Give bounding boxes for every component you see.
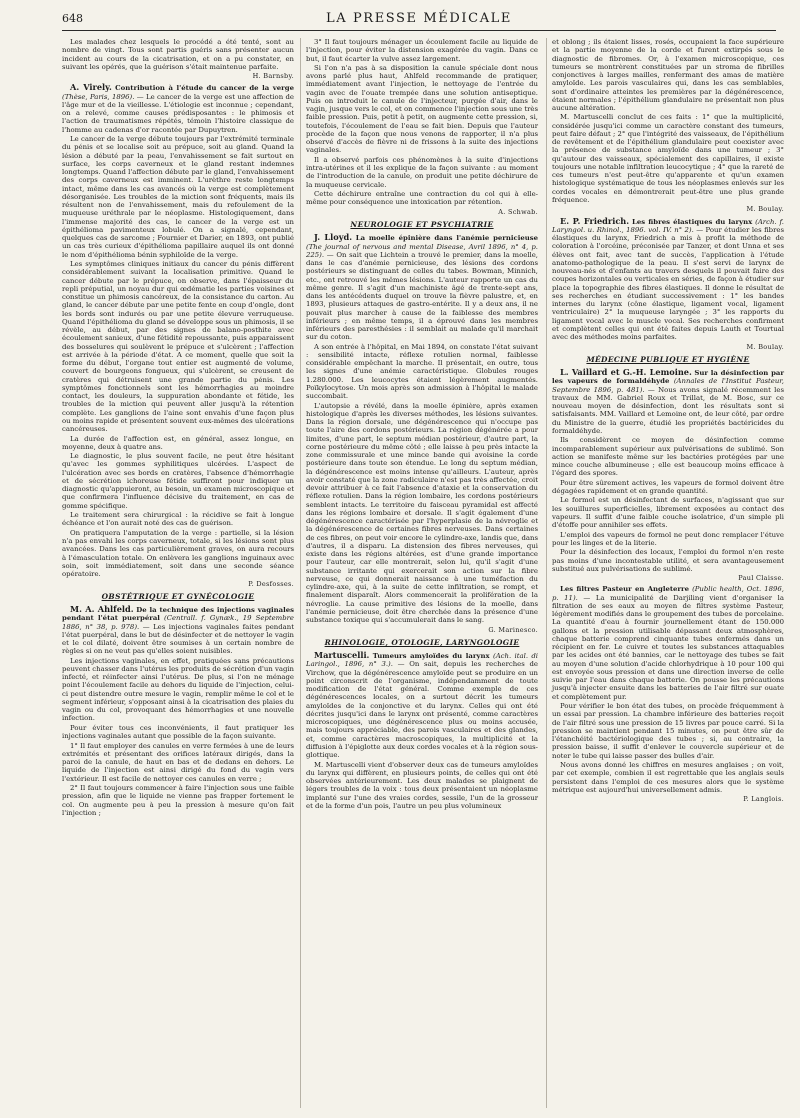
article-title: La moelle épinière dans l'anémie pernicieuse: [355, 234, 538, 243]
paragraph: M. Martuscelli vient d'observer deux cas de tumeurs amyloïdes du larynx qui diffèrent, en plusieurs points, de celles qui ont été observées antérieurement. Les deux malades se plaignent de légers troubles de la voix : tous deux présentaient un néoplasme implanté sur l'une des vraies cordes, sessile, l'un de la grosseur et de la forme d'un pois, l'autre un peu plus volumineux: [306, 760, 538, 810]
article-heading: [306, 233, 538, 341]
signature: G. Marinesco.: [488, 625, 538, 634]
paragraph: L'emploi des vapeurs de formol ne peut donc remplacer l'étuve pour les linges et de la literie.: [552, 530, 784, 547]
paragraph: Les malades chez lesquels le procédé a été tenté, sont au nombre de vingt. Tous sont partis guéris sans présenter aucun incident au cours de la cicatrisation, et on a pu constater, en suivant les opérés, que la guérison s'était maintenue parfaite.: [62, 38, 294, 71]
article-title: De la technique des injections vaginales pendant l'état puerpéral: [62, 606, 294, 623]
paragraph: Pour la désinfection des locaux, l'emploi du formol n'en reste pas moins d'une incontestable utilité, et sera avantageusement substitué aux pulvérisations de sublimé.: [552, 548, 784, 573]
paragraph: Pour être sûrement actives, les vapeurs de formol doivent être dégagées rapidement et en grande quantité.: [552, 478, 784, 495]
column-2: [306, 38, 538, 811]
signature: H. Barnsby.: [252, 72, 294, 81]
column-separator: [300, 38, 301, 1108]
paragraph: L'autopsie a révélé, dans la moelle épinière, après examen histologique d'après les diverses méthodes, les lésions suivantes. Dans la région dorsale, une dégénérescence qui n'occupe pas toute l'aire des cordons postérieurs. La région dégénérée a pour limites, d'une part, le septum médian postérieur, d'autre part, la corne postérieure du même côté ; elle laisse à peu près intacte la zone commissurale et une mince bande qui avoisine la corde postérieure dans toute son étendue. Le long du septum médian, la dégénérescence est moins intense qu'ailleurs. L'auteur, après avoir constaté que la zone radiculaire n'est pas très affectée, croit devoir attribuer à ce fait l'absence d'ataxie et la conservation du réflexe rotulien. Dans la région lombaire, les cordons postérieurs semblent intacts. Le territoire du faisceau pyramidal est affecté dans les régions lombaire et dorsale. Il s'agit également d'une dégénérescence caractérisée par l'hyperplasie de la névroglie et la dégénérescence de certaines fibres nerveuses. Dans certaines de ces fibres, on peut voir encore le cylindre-axe, landis que, dans d'autres, il a disparu. La distension des fibres nerveuses, qui existe dans les régions altérées, est d'une grande importance pour l'auteur, car elle montrerait, selon lui, qu'il s'agit d'une substance irritante qui exercerait son action sur la fibre nerveuse, ce qui donnerait naissance à une tuméfaction du cylindre-axe, qui, à la suite de cette infiltration, se rompt, et finalement disparaît. Alors commencerait la prolifération de la névroglie. La cause primitive des lésions de la moelle, dans l'anémie pernicieuse, doit être cherchée dans la présence d'une substance toxique qui s'accumulerait dans le sang.: [306, 401, 538, 625]
column-3: [552, 38, 784, 807]
paragraph: Le cancer de la verge débute toujours par l'extrémité terminale du pénis et se localise soit au prépuce, soit au gland. Quand la lésion a débuté par la peau, l'envahissement se fait surtout en surface, les corps caverneux et le gland restant indemnes longtemps. Quand l'affection débute par le gland, l'envahissement des corps caverneux est imminent. L'urèthre reste longtemps intact, même dans les cas avancés où la verge est complètement désorganisée. Les troubles de la miction sont fréquents, mais ils résultent non de l'envahissement, mais du refoulement de la muqueuse uréthrale par le néoplasme. Histologiquement, dans l'immense majorité des cas, le cancer de la verge est un épithélioma pavimenteux lobulé. On a signalé, cependant, quelques cas de sarcome ; Fournier et Darier, en 1893, ont publié un cas très curieux d'épithélioma papillaire auquel ils ont donné le nom d'épithélioma bénin syphiloïde de la verge.: [62, 135, 294, 259]
paragraph: — Nous avons signalé récemment les travaux de MM. Gabriel Roux et Trillat, de M. Bosc, sur ce nouveau moyen de désinfection, dont les résultats sont si satisfaisants. MM. Vaillard et Lemoine ont, de leur côté, par ordre du Ministre de la guerre, étudié les propriétés bactéricides du formaldéhyde.: [552, 385, 784, 435]
article-author: E. P. Friedrich.: [560, 215, 630, 226]
section-heading: MÉDECINE PUBLIQUE ET HYGIÈNE: [586, 354, 750, 364]
article-citation: (Public health, Oct. 1896, p. 11).: [552, 585, 784, 602]
article-citation: (Annales de l'Institut Pasteur, Septembre 1896, p. 481).: [552, 377, 784, 394]
paragraph: Nous avons donné les chiffres en mesures anglaises ; on voit, par cet exemple, combien il est regrettable que les anglais seuls persistent dans l'emploi de ces mesures alors que le système métrique est aujourd'hui universellement admis.: [552, 761, 784, 794]
paragraph: A son entrée à l'hôpital, en Mai 1894, on constate l'état suivant : sensibilité intacte, réflexe rotulien normal, faiblesse considérable empêchant la marche. Il présentait, en outre, tous les signes d'une anémie caractéristique. Globules rouges 1.280.000. Les leucocytes étaient légèrement augmentés. Poïkylocytose. Un mois après son admission à l'hôpital le malade succombait.: [306, 342, 538, 401]
paragraph: — Pour étudier les fibres élastiques du larynx, Friedrich a mis à profit la méthode de coloration à l'orcéine, préconisée par Tanzer, et dont Unna et ses élèves ont fait, avec tant de succès, l'application à l'étude anatomo-pathologique de la peau. Il s'est servi de larynx de nouveau-nés et d'enfants au travers desquels il pouvait faire des coupes horizontales ou verticales en séries, de façon à étudier sur place la topographie des fibres élastiques. Il donne le résultat de ses recherches en étudiant successivement : 1° les bandes internes du larynx (cône élastique, ligament vocal, ligament ventriculaire) 2° la muqueuse laryngée ; 3° les rapports du ligament vocal avec le muscle vocal. Ses recherches confirment et complètent celles qui ont été faites depuis Lauth et Tourtual avec des méthodes moins parfaites.: [552, 225, 784, 342]
paragraph: — On sait, depuis les recherches de Virchow, que la dégénérescence amyloïde peut se produire en un point circonscrit de l'organisme, indépendamment de toute modification de l'état général. Comme exemple de ces dégénérescences locales, on a surtout décrit les tumeurs amyloïdes de la conjonctive et du larynx. Celles qui ont été décrites jusqu'ici dans le larynx ont présenté, comme caractères microscopiques, une dégénérescence plus ou moins accusée, mais toujours appréciable, des parois vasculaires et des glandes, et, comme caractères macroscopiques, la multiplicité et la diffusion à l'épiglotte aux deux cordes vocales et à la région sous-glottique.: [306, 660, 538, 760]
signature: P. Desfosses.: [248, 579, 294, 588]
paragraph: Le diagnostic, le plus souvent facile, ne peut être hésitant qu'avec les gommes syphilitiques ulcérées. L'aspect de l'ulcération avec ses bords en cratères, l'absence d'hémorrhagie et de sécrétion ichoreuse fétide suffiront pour indiquer un diagnostic qu'appuieront, au besoin, un examen microscopique et que confirmera l'influence décisive du traitement, en cas de gomme spécifique.: [62, 452, 294, 510]
paragraph: Cette déchirure entraîne une contraction du col qui à elle-même pour conséquence une intoxication par rétention.: [306, 190, 538, 207]
article-citation: (Ach. ital. di Laringol., 1896, n° 3.).: [306, 652, 539, 669]
column-separator: [546, 38, 547, 1108]
signature: Paul Claisse.: [738, 574, 784, 583]
paragraph: La durée de l'affection est, en général, assez longue, en moyenne, deux à quatre ans.: [62, 434, 294, 451]
section-heading: OBSTÉTRIQUE ET GYNÉCOLOGIE: [101, 591, 255, 601]
signature: M. Boulay.: [746, 342, 784, 351]
journal-title: LA PRESSE MÉDICALE: [326, 11, 512, 26]
paragraph: Le traitement sera chirurgical : la récidive se fait à longue échéance et l'on aurait noté des cas de guérison.: [62, 511, 294, 528]
article-author: L. Vaillard et G.-H. Lemoine.: [560, 367, 692, 378]
article-author: A. Virely.: [70, 82, 112, 93]
article-author: J. Lloyd.: [314, 232, 353, 243]
paragraph: — La municipalité de Darjiling vient d'organiser la filtration de ses eaux au moyen de filtres système Pasteur, légèrement modifiés dans le groupement des tubes de porcelaine. La quantité d'eau à fournir journellement étant de 150.000 gallons et la pression utilisable dépassant deux atmosphères, chaque batterie comprend cinquante tubes enfermés dans un récipient en fer. Le cuivre et toutes les substances attaquables par les acides ont été bannies, car le nettoyage des tubes se fait au moyen d'une solution d'acide chlorhydrique à 10 pour 100 qui est envoyée sous pression et dans une direction inverse de celle suivie par l'eau dans chaque batterie. On pousse les précautions jusqu'à injecter ensuite dans les batteries de l'air filtré sur ouate et complètement pur.: [552, 593, 784, 701]
paragraph: Pour éviter tous ces inconvénients, il faut pratiquer les injections vaginales autant que possible de la façon suivante.: [62, 723, 294, 741]
article-title: Les fibres élastiques du larynx: [632, 217, 753, 226]
article-title: Contribution à l'étude du cancer de la verge: [115, 84, 294, 93]
article-citation: (Centrall. f. Gynæk., 19 Septembre 1886, n° 38, p. 978).: [62, 614, 294, 631]
paragraph: On pratiquera l'amputation de la verge : partielle, si la lésion n'a pas envahi les corps caverneux, totale, si les lésions sont plus avancées. Dans les cas particulièrement graves, on aura recours à l'émasculation totale. On enlèvera les ganglions inguinaux avec soin, soit immédiatement, soit dans une seconde séance opératoire.: [62, 528, 294, 579]
paragraph: Si l'on n'a pas à sa disposition la canule spéciale dont nous avons parlé plus haut, Ahlfeld recommande de pratiquer, immédiatement avant l'injection, le nettoyage de l'entrée du vagin avec de l'ouate trempée dans une solution antiseptique. Puis on introduit le canule de l'injecteur, purgée d'air, dans le vagin, jusque vers le col, et on commence l'injection sous une très faible pression. Puis, petit à petit, on augmente cette pression, si, toutefois, l'écoulement de l'eau se fait bien. Depuis que l'auteur procède de la façon que nous venons de rapporter, il n'a plus observé d'accès de fièvre ni de frissons à la suite des injections vaginales.: [306, 63, 538, 155]
article-heading: [552, 585, 784, 701]
article-heading: [552, 368, 784, 435]
article-author: M. A. Ahlfeld.: [70, 604, 134, 614]
signature: P. Langlois.: [743, 795, 784, 804]
article-citation: (Arch. f. Laryngol. u. Rhinol., 1896. vol. IV. n° 2).: [552, 217, 784, 234]
paragraph: — Les injections vaginales faites pendant l'état puerpéral, dans le but de désinfecter et de nettoyer le vagin et le col dilaté, doivent être soumises à un certain nombre de règles si on ne veut pas qu'elles soient nuisibles.: [62, 622, 294, 656]
paragraph: Les symptômes cliniques initiaux du cancer du pénis diffèrent considérablement suivant la localisation primitive. Quand le cancer débute par le prépuce, on observe, dans l'épaisseur du repli préputial, un noyau dur qui œdématie les parties voisines et constitue un phimosis cancéreux, de la consistance du carton. Au gland, le cancer débute par une petite fente en coup d'ongle, dont les bords sont indurés ou par une petite élevure verruqueuse. Quand l'épithélioma du gland se développe sous un phimosis, il se révèle, au début, par des signes de balano-posthite avec écoulement sanieux, d'une fétidité repoussante, puis apparaissent des bosselures qui soulèvent le prépuce et s'ulcèrent ; l'affection est arrivée à la période d'état. A ce moment, quelle que soit la forme du début, l'organe tout entier est augmenté de volume, couvert de bourgeons fongueux, qui s'ulcèrent, se creusent de cratères qui détruisent une grande partie du pénis. Les symptômes fonctionnels sont les hémorrhagies au moindre contact, les douleurs, la suppuration abondante et fétide, les troubles de la miction qui peuvent aller jusqu'à la rétention complète. Les ganglions de l'aine sont envahis d'une façon plus ou moins rapide et présentent souvent eux-mêmes des ulcérations cancéreuses.: [62, 260, 294, 434]
paragraph: Pour vérifier le bon état des tubes, on procède fréquemment à un essai par pression. La chambre inférieure des batteries reçoit de l'air filtré sous une pression de 15 livres par pouce carré. Si la pression se maintient pendant 15 minutes, on peut être sûr de l'étanchéité bactériologique des tubes ; si, au contraire, la pression baisse, il suffit d'enlever le couvercle supérieur et de noter le tube qui laisse passer des bulles d'air.: [552, 702, 784, 760]
paragraph: Ils considèrent ce moyen de désinfection comme incomparablement supérieur aux pulvérisations de sublimé. Son action se manifeste même sur les bactéries protégées par une mince couche albumineuse ; elle est beaucoup moins efficace à l'égard des spores.: [552, 436, 784, 478]
article-heading: [306, 651, 538, 759]
section-heading: NEUROLOGIE ET PSYCHIATRIE: [350, 220, 494, 229]
paragraph: Il a observé parfois ces phénomènes à la suite d'injections intra-utérines et il les explique de la façon suivante : au moment de l'introduction de la canule, on produit une petite déchirure de la muqueuse cervicale.: [306, 155, 538, 189]
article-citation: (The journal of nervous and mental Disease, Avril 1896, n° 4, p. 225).: [306, 242, 538, 259]
article-title: Les filtres Pasteur en Angleterre: [560, 585, 690, 594]
column-1: [62, 38, 294, 818]
article-heading: [62, 83, 294, 134]
article-heading: [552, 217, 784, 342]
signature: A. Schwab.: [498, 207, 538, 216]
paragraph: 1° Il faut employer des canules en verre fermées à une de leurs extrémités et présentant des orifices latéraux dirigés, dans la paroi de la canule, de haut en bas et de dedans en dehors. Le liquide de l'injection est ainsi dirigé du fond du vagin vers l'extérieur. Il est facile de nettoyer ces canules en verre ;: [62, 741, 294, 783]
article-author: Martuscelli.: [314, 650, 370, 661]
paragraph: 2° Il faut toujours commencer à faire l'injection sous une faible pression, afin que le liquide ne vienne pas frapper fortement le col. On augmente peu à peu la pression à mesure qu'on fait l'injection ;: [62, 784, 294, 817]
article-title: Tumeurs amyloïdes du larynx: [372, 652, 490, 661]
page-number: 648: [62, 12, 83, 25]
section-heading: RHINOLOGIE, OTOLOGIE, LARYNGOLOGIE: [324, 637, 520, 647]
paragraph: et oblong ; ils étaient lisses, rosés, occupaient la face supérieure et la partie moyenne de la corde et furent extirpés sous le diagnostic de fibromes. Or, à l'examen microscopique, ces tumeurs se montrèrent constituées par un stroma de fibrilles conjonctives à larges mailles, renfermant des amas de matière amyloïde. Les parois vasculaires qui, dans les cas semblables, sont d'ordinaire atteintes les premières par la dégénérescence, étaient normales ; l'épithélium glandulaire ne présentait non plus aucune altération.: [552, 38, 784, 112]
article-citation: (Thèse, Paris, 1896).: [62, 92, 135, 101]
paragraph: 3° Il faut toujours ménager un écoulement facile au liquide de l'injection, pour éviter la distension exagérée du vagin. Dans ce but, il faut écarter la vulve assez largement.: [306, 38, 538, 63]
paragraph: — Le cancer de la verge est une affection de l'âge mur et de la vieillesse. L'étiologie est inconnue ; cependant, on a relevé, comme causes prédisposantes : le phimosis et l'action de traumatismes répétés, témoin l'histoire classique de l'homme au cadenas d'or racontée par Dupuytren.: [62, 92, 294, 134]
paragraph: M. Martuscelli conclut de ces faits : 1° que la multiplicité, considérée jusqu'ici comme un caractère constant des tumeurs, peut faire défaut ; 2° que l'intégrité des vaisseaux, de l'épithélium de revêtement et de l'épithélium glandulaire peut coexister avec la présence de substance amyloïde dans une tumeur ; 3° qu'autour des vaisseaux, spécialement des capillaires, il existe toujours une notable infiltration leucocytique ; 4° que la rareté de ces tumeurs n'est peut-être qu'apparente et qu'un examen histologique systématique de tous les néoplasmes enlevés sur les cordes vocales en démontrerait peut-être une plus grande fréquence.: [552, 113, 784, 204]
article-heading: [62, 605, 294, 656]
paragraph: Les injections vaginales, en effet, pratiquées sans précautions peuvent chasser dans l'utérus les produits de sécrétion d'un vagin infecté, et réinfecter ainsi l'utérus. De plus, si l'on ne ménage point l'écoulement facile au dehors du liquide de l'injection, celui-ci peut distendre outre mesure le vagin, remplir même le col et le segment inférieur, s'opposant ainsi à la cicatrisation des plaies du vagin ou du col, provoquant des hémorrhagies et une nouvelle infection.: [62, 656, 294, 723]
paragraph: — On sait que Lichtein a trouvé le premier, dans la moelle, dans le cas d'anémie pernicieuse, des lésions des cordons postérieurs se distinguant de celles du tabes. Bowman, Minnich, etc., ont retrouvé les mêmes lésions. L'auteur rapporte un cas du même genre. Il s'agit d'un machiniste âgé de trente-sept ans, dans les antécédents duquel on trouve la fièvre palustre, et, en 1893, plusieurs attaques de gastro-entérite. Il y a deux ans, il ne pouvait plus marcher à cause de la faiblesse des membres inférieurs ; en même temps, il a éprouvé dans les membres inférieurs des paresthésies : il semblait au malade qu'il marchait sur du coton.: [306, 250, 538, 342]
page-header: [62, 10, 776, 30]
article-title: Sur la désinfection par les vapeurs de formaldéhyde: [552, 369, 784, 386]
paragraph: Le formol est un désinfectant de surfaces, n'agissant que sur les souillures superficielles, librement exposées au contact des vapeurs. Il suffit d'une faible couche isolatrice, d'un simple pli d'étoffe pour annihiler ses effets.: [552, 496, 784, 530]
signature: M. Boulay.: [746, 205, 784, 214]
header-rule: [62, 30, 776, 31]
